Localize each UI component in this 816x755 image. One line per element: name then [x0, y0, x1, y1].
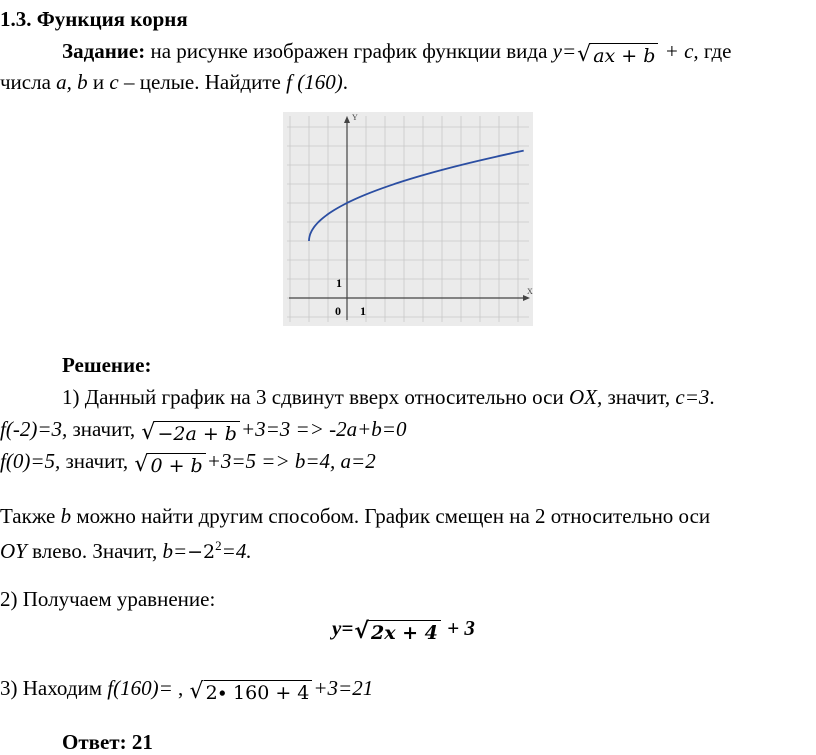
step3-radical: √ 2∙ 160 + 4 — [190, 680, 313, 704]
step1-then: значит, — [602, 385, 676, 409]
solution-step-1 — [62, 384, 715, 410]
alt1-a: Также — [0, 504, 61, 528]
eq-rest: + 3 — [441, 616, 475, 640]
step3-rest: +3=21 — [313, 676, 374, 700]
l2-radical: √ −2a + b — [141, 421, 240, 445]
task-dot: . — [342, 70, 348, 94]
function-graph — [283, 112, 533, 326]
answer: Ответ: 21 — [62, 730, 153, 754]
task-var-c: c — [109, 70, 119, 94]
final-equation — [332, 615, 475, 644]
step3-comma: , — [172, 676, 189, 700]
l3-then: значит, — [60, 449, 134, 473]
solution-line-f-0 — [0, 448, 376, 477]
task-text-4: – целые. Найдите — [118, 70, 287, 94]
step1-c: c=3 — [675, 385, 710, 409]
task-radicand: ax + b — [591, 43, 658, 67]
solution-step-2: 2) Получаем уравнение: — [0, 587, 216, 611]
l3-rest: +3=5 => b=4, a=2 — [206, 449, 376, 473]
eq-radicand: 2x + 4 — [369, 620, 441, 644]
task-radical: √ ax + b — [577, 43, 658, 67]
x-unit-label: 1 — [360, 304, 366, 318]
y-unit-label: 1 — [336, 276, 342, 290]
alt-method-line-1 — [0, 503, 710, 529]
task-line-1 — [62, 38, 731, 67]
x-axis-label: X — [527, 287, 533, 296]
task-text: на рисунке изображен график функции вида — [145, 39, 553, 63]
l2-rest: +3=3 => -2a+b=0 — [240, 417, 407, 441]
section-heading: 1.3. Функция корня — [0, 7, 188, 31]
task-label: Задание: — [62, 39, 146, 63]
alt2-exponent: 2 — [215, 538, 222, 553]
alt2-math: −2 — [187, 541, 216, 563]
eq-y: y= — [332, 616, 354, 640]
task-plus-c: + c, — [659, 39, 699, 63]
step1-text: 1) Данный график на 3 сдвинут вверх относительно оси — [62, 385, 569, 409]
task-text-2: где — [698, 39, 732, 63]
alt1-c: можно найти другим способом. График смещен на 2 относительно оси — [71, 504, 711, 528]
l2-f: f(-2)=3, — [0, 417, 68, 441]
origin-label: 0 — [335, 304, 341, 318]
step3-radicand: 2∙ 160 + 4 — [204, 680, 313, 704]
alt2-result: =4. — [221, 539, 252, 563]
solution-line-f-minus2 — [0, 416, 406, 445]
alt2-oy: OY — [0, 539, 27, 563]
task-vars: a, b — [56, 70, 88, 94]
alt1-b: b — [60, 504, 72, 528]
l2-then: значит, — [67, 417, 141, 441]
step1-axis: OX, — [568, 385, 603, 409]
step3-f: f(160)= — [107, 676, 173, 700]
solution-step-3 — [0, 675, 373, 704]
solution-label: Решение: — [62, 353, 152, 377]
task-text-3: числа — [0, 70, 57, 94]
eq-radical: √ 2x + 4 — [354, 620, 441, 644]
step3-text: 3) Находим — [0, 676, 108, 700]
l3-radical: √ 0 + b — [134, 453, 205, 477]
alt2-text: влево. Значит, — [26, 539, 163, 563]
alt2-b: b= — [162, 539, 188, 563]
step1-dot: . — [709, 385, 715, 409]
task-and: и — [87, 70, 110, 94]
task-find: f (160) — [286, 70, 343, 94]
l3-radicand: 0 + b — [148, 453, 205, 477]
task-line-2 — [0, 69, 348, 95]
alt-method-line-2 — [0, 533, 252, 565]
y-axis-label: Y — [352, 113, 358, 122]
l2-radicand: −2a + b — [155, 421, 240, 445]
task-y: y= — [552, 39, 577, 63]
l3-f: f(0)=5, — [0, 449, 61, 473]
